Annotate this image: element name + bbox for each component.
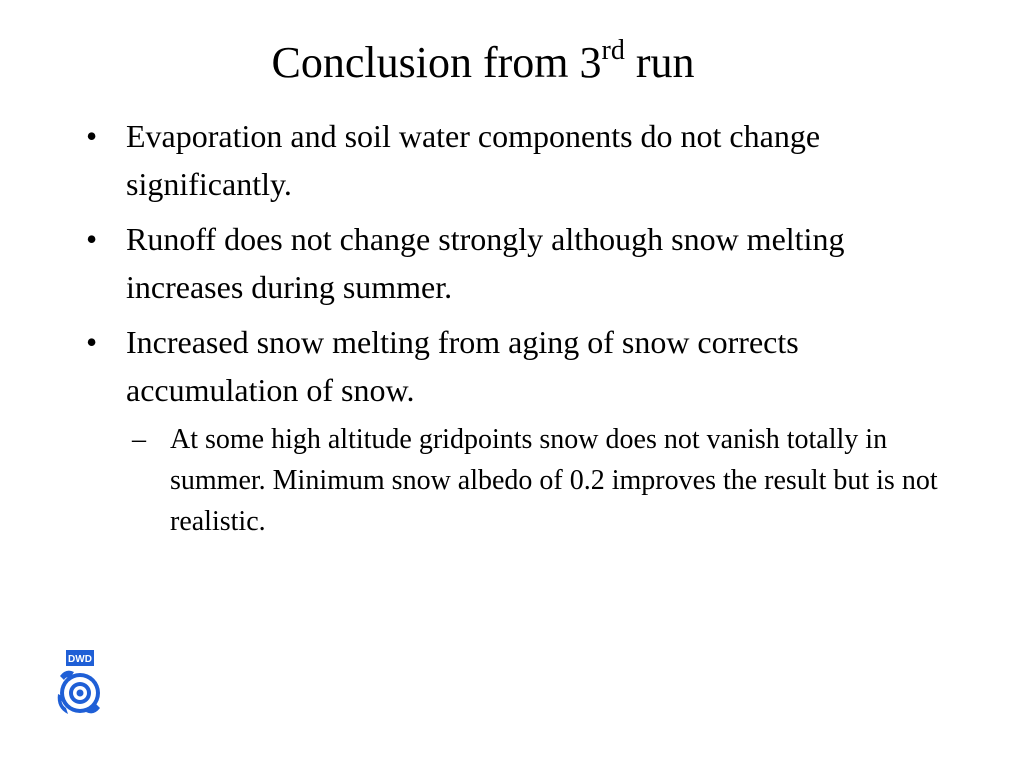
bullet-marker: • [86,324,98,360]
bullet-text: Evaporation and soil water components do not change significantly. [126,118,821,202]
dwd-logo [48,650,106,720]
bullet-text: Runoff does not change strongly although snow melting increases during summer. [126,221,845,305]
bullet-item [86,112,946,208]
bullet-marker: • [86,118,98,154]
bullet-marker: • [86,221,98,257]
bullet-item [86,215,946,311]
bullet-text: Increased snow melting from aging of snow corrects accumulation of snow. [126,324,799,408]
sub-bullet-item [132,419,946,542]
slide-title-superscript: rd [601,35,625,66]
sub-bullet-marker: – [132,424,146,455]
slide-title [0,36,966,96]
slide-title-main: Conclusion from 3 [271,38,602,87]
logo-text: DWD [68,654,92,665]
sub-bullet-text: At some high altitude gridpoints snow does not vanish totally in summer. Minimum snow albedo of 0.2 improves the result but is not realistic. [170,424,938,537]
bullet-item [86,318,946,414]
dwd-spiral-logo-icon [48,650,106,720]
slide-title-end: run [624,38,695,87]
slide-content [86,112,946,542]
